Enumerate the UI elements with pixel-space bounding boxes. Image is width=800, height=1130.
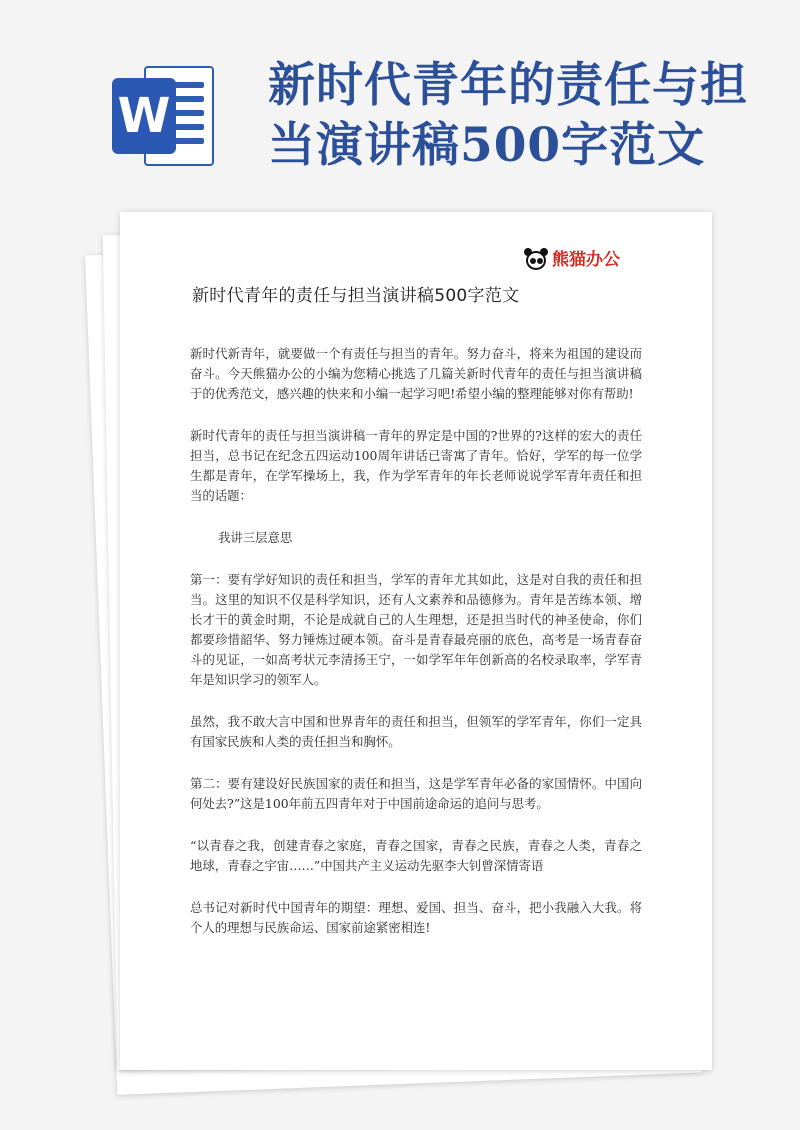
paragraph: 我讲三层意思 [218, 530, 293, 545]
page-title-line-2: 当演讲稿500字范文 [268, 118, 706, 173]
paragraph: 新时代新青年，就要做一个有责任与担当的青年。努力奋斗，将来为祖国的建设而奋斗。今天熊猫办公的小编为您精心挑选了几篇关新时代青年的责任与担当演讲稿于的优秀范文，感兴趣的快来和小编一起学习吧!希望小编的整理能够对你有帮助! [190, 346, 642, 401]
paragraph: 第二：要有建设好民族国家的责任和担当，这是学军青年必备的家国情怀。中国向何处去?”这是100年前五四青年对于中国前途命运的追问与思考。 [190, 776, 642, 811]
document-body [190, 344, 642, 960]
word-letter-badge: W [112, 78, 176, 154]
word-icon [112, 66, 216, 166]
brand-name: 熊猫办公 [552, 250, 620, 270]
page-title [268, 56, 778, 176]
page-title-line-1: 新时代青年的责任与担 [268, 58, 748, 113]
paragraph: 虽然，我不敢大言中国和世界青年的责任和担当，但领军的学军青年，你们一定具有国家民族和人类的责任担当和胸怀。 [190, 714, 642, 749]
paragraph: “以青春之我，创建青春之家庭，青春之国家，青春之民族，青春之人类，青春之地球，青春之宇宙……”中国共产主义运动先驱李大钊曾深情寄语 [190, 838, 642, 873]
header [0, 0, 800, 210]
panda-icon [524, 248, 548, 272]
document-title: 新时代青年的责任与担当演讲稿500字范文 [192, 286, 520, 306]
paragraph: 总书记对新时代中国青年的期望：理想、爱国、担当、奋斗，把小我融入大我。将个人的理想与民族命运、国家前途紧密相连! [190, 900, 642, 935]
paragraph: 新时代青年的责任与担当演讲稿一青年的界定是中国的?世界的?这样的宏大的责任担当，总书记在纪念五四运动100周年讲话已寄寓了青年。恰好，学军的每一位学生都是青年，在学军操场上，我，作为学军青年的年长老师说说学军青年责任和担当的话题： [190, 428, 642, 503]
paragraph: 第一：要有学好知识的责任和担当，学军的青年尤其如此，这是对自我的责任和担当。这里的知识不仅是科学知识，还有人文素养和品德修为。青年是苦练本领、增长才干的黄金时期，不论是成就自己的人生理想，还是担当时代的神圣使命，你们都要珍惜韶华、努力锤炼过硬本领。奋斗是青春最亮丽的底色，高考是一场青春奋斗的见证，一如高考状元李清扬王宁，一如学军年年创新高的名校录取率，学军青年是知识学习的领军人。 [190, 572, 642, 687]
document-page [120, 212, 712, 1070]
